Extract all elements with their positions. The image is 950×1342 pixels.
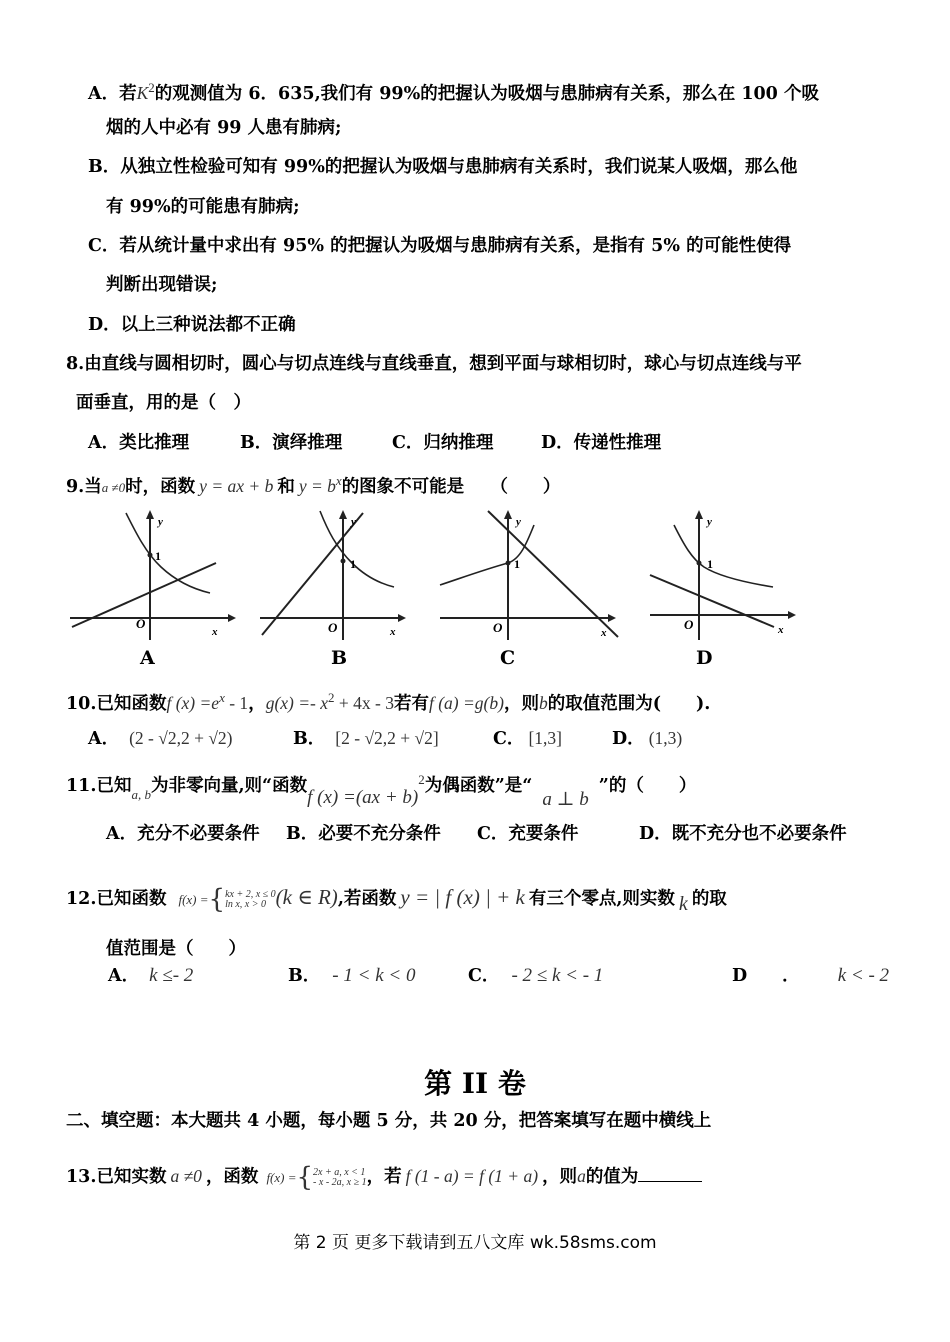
q12-option-a: A． k ≤- 2 <box>108 965 194 986</box>
q9-graph-c-label: C <box>500 647 516 669</box>
q12-stem-line1: 12.已知函数 f(x) ={kx + 2, x ≤ 0 ln x, x > 0 (k ∈ R),若函数 y = | f (x) | + k 有三个零点,则实数 k 的取 <box>66 884 727 915</box>
one-label: 1 <box>514 557 520 571</box>
q12-piecewise: kx + 2, x ≤ 0 ln x, x > 0 <box>225 888 276 910</box>
q10-option-d: D． (1,3) <box>612 728 683 749</box>
exponential-graph <box>674 525 773 587</box>
piecewise-brace: { <box>296 1162 314 1193</box>
y-label: y <box>516 516 521 528</box>
q8-option-b: B．演绎推理 <box>240 433 343 453</box>
q10-option-b: B． [2 - √2,2 + √2] <box>293 728 439 749</box>
one-label: 1 <box>155 549 161 563</box>
x-axis-arrow <box>608 614 616 622</box>
q10-option-c: C． [1,3] <box>493 728 562 749</box>
q9-graph-a <box>68 505 238 640</box>
x-label: x <box>601 627 607 639</box>
q12-option-d: D ． k < - 2 <box>732 965 890 986</box>
q7-option-b-line2: 有 99%的可能患有肺病; <box>106 197 300 217</box>
q7-option-a-line1: A．若$K^2$的观测值为 6．635,我们有 99%的把握认为吸烟与患肺病有关系，那么在 100 个吸 <box>88 80 819 104</box>
y-axis-arrow <box>339 510 347 519</box>
page-footer: 第 2 页 更多下载请到五八文库 wk.58sms.com <box>293 1233 657 1253</box>
linear-graph <box>262 513 363 635</box>
y-label: y <box>158 516 163 528</box>
q8-stem-line2: 面垂直，用的是（ ） <box>76 393 251 413</box>
piecewise-brace: { <box>208 884 226 915</box>
q11-option-d: D．既不充分也不必要条件 <box>639 824 847 844</box>
one-label: 1 <box>350 557 356 571</box>
y-label: y <box>707 516 712 528</box>
q9-graph-d-label: D <box>696 647 713 669</box>
q8-option-d: D．传递性推理 <box>541 433 662 453</box>
q13-piecewise: 2x + a, x < 1 - x - 2a, x ≥ 1 <box>313 1166 367 1188</box>
q11-stem: 11.已知$_{a, b}$为非零向量,则“函数f (x) =(ax + b)$^2$为偶函数”是“a ⊥ b”的（ ） <box>66 772 697 810</box>
q11-option-a: A．充分不必要条件 <box>106 824 260 844</box>
intercept-point <box>506 561 511 566</box>
exponential-graph <box>440 525 534 585</box>
q9-graph-d <box>648 505 803 640</box>
q9-graph-c <box>438 505 623 640</box>
q9-graph-a-label: A <box>140 647 155 669</box>
q13-answer-blank[interactable] <box>638 1163 702 1182</box>
q11-option-c: C．充要条件 <box>477 824 579 844</box>
q12-stem-line2: 值范围是（ ） <box>106 939 246 959</box>
q7-option-c-line1: C．若从统计量中求出有 95% 的把握认为吸烟与患肺病有关系，是指有 5% 的可能性使得 <box>88 236 792 256</box>
section-instructions: 二、填空题：本大题共 4 小题，每小题 5 分，共 20 分，把答案填写在题中横线上 <box>66 1111 712 1131</box>
x-label: x <box>212 626 218 638</box>
q8-stem-line1: 8.由直线与圆相切时，圆心与切点连线与直线垂直，想到平面与球相切时，球心与切点连线与平 <box>66 354 802 374</box>
exponential-graph <box>126 513 210 593</box>
y-axis-arrow <box>695 510 703 519</box>
q9-stem: 9.当a ≠0时，函数 y = ax + b 和 $y = b^x$的图象不可能是 （ ） <box>66 473 561 497</box>
origin-label: O <box>136 616 146 631</box>
q9-graph-b-label: B <box>331 647 348 669</box>
one-label: 1 <box>707 557 713 571</box>
q13-stem: 13.已知实数 a ≠0 ，函数 f(x) ={2x + a, x < 1 - x - 2a, x ≥ 1，若 f (1 - a) = f (1 + a) ，则a的值为 <box>66 1163 702 1190</box>
q12-option-b: B． - 1 < k < 0 <box>288 965 416 986</box>
intercept-point <box>341 559 346 564</box>
intercept-point <box>148 553 153 558</box>
origin-label: O <box>493 620 503 635</box>
q7-option-a-line2: 烟的人中必有 99 人患有肺病; <box>106 118 342 138</box>
section-title: 第 II 卷 <box>424 1067 526 1100</box>
q11-option-b: B．必要不充分条件 <box>286 824 441 844</box>
q7-option-d: D．以上三种说法都不正确 <box>88 315 296 335</box>
x-axis-arrow <box>788 611 796 619</box>
x-axis-arrow <box>398 614 406 622</box>
q7-option-c-line2: 判断出现错误; <box>106 275 218 295</box>
origin-label: O <box>328 620 338 635</box>
q12-option-c: C． - 2 ≤ k < - 1 <box>468 965 604 986</box>
x-axis-arrow <box>228 614 236 622</box>
q8-option-a: A．类比推理 <box>88 433 190 453</box>
intercept-point <box>697 561 702 566</box>
q8-option-c: C．归纳推理 <box>392 433 494 453</box>
y-axis-arrow <box>146 510 154 519</box>
q7-option-b-line1: B．从独立性检验可知有 99%的把握认为吸烟与患肺病有关系时，我们说某人吸烟，那么他 <box>88 157 798 177</box>
x-label: x <box>390 626 396 638</box>
q9-graph-b <box>258 505 408 640</box>
y-label: y <box>351 516 356 528</box>
x-label: x <box>778 624 784 636</box>
linear-graph <box>650 575 774 627</box>
origin-label: O <box>684 617 694 632</box>
y-axis-arrow <box>504 510 512 519</box>
q10-stem: 10.已知函数f $(x) =e^x - 1$，$g(x) =- x^2 + 4x - 3$若有f (a) =g(b)，则b的取值范围为( ). <box>66 690 711 714</box>
exponential-graph <box>320 511 394 587</box>
q10-option-a: A． (2 - √2,2 + √2) <box>88 728 233 749</box>
